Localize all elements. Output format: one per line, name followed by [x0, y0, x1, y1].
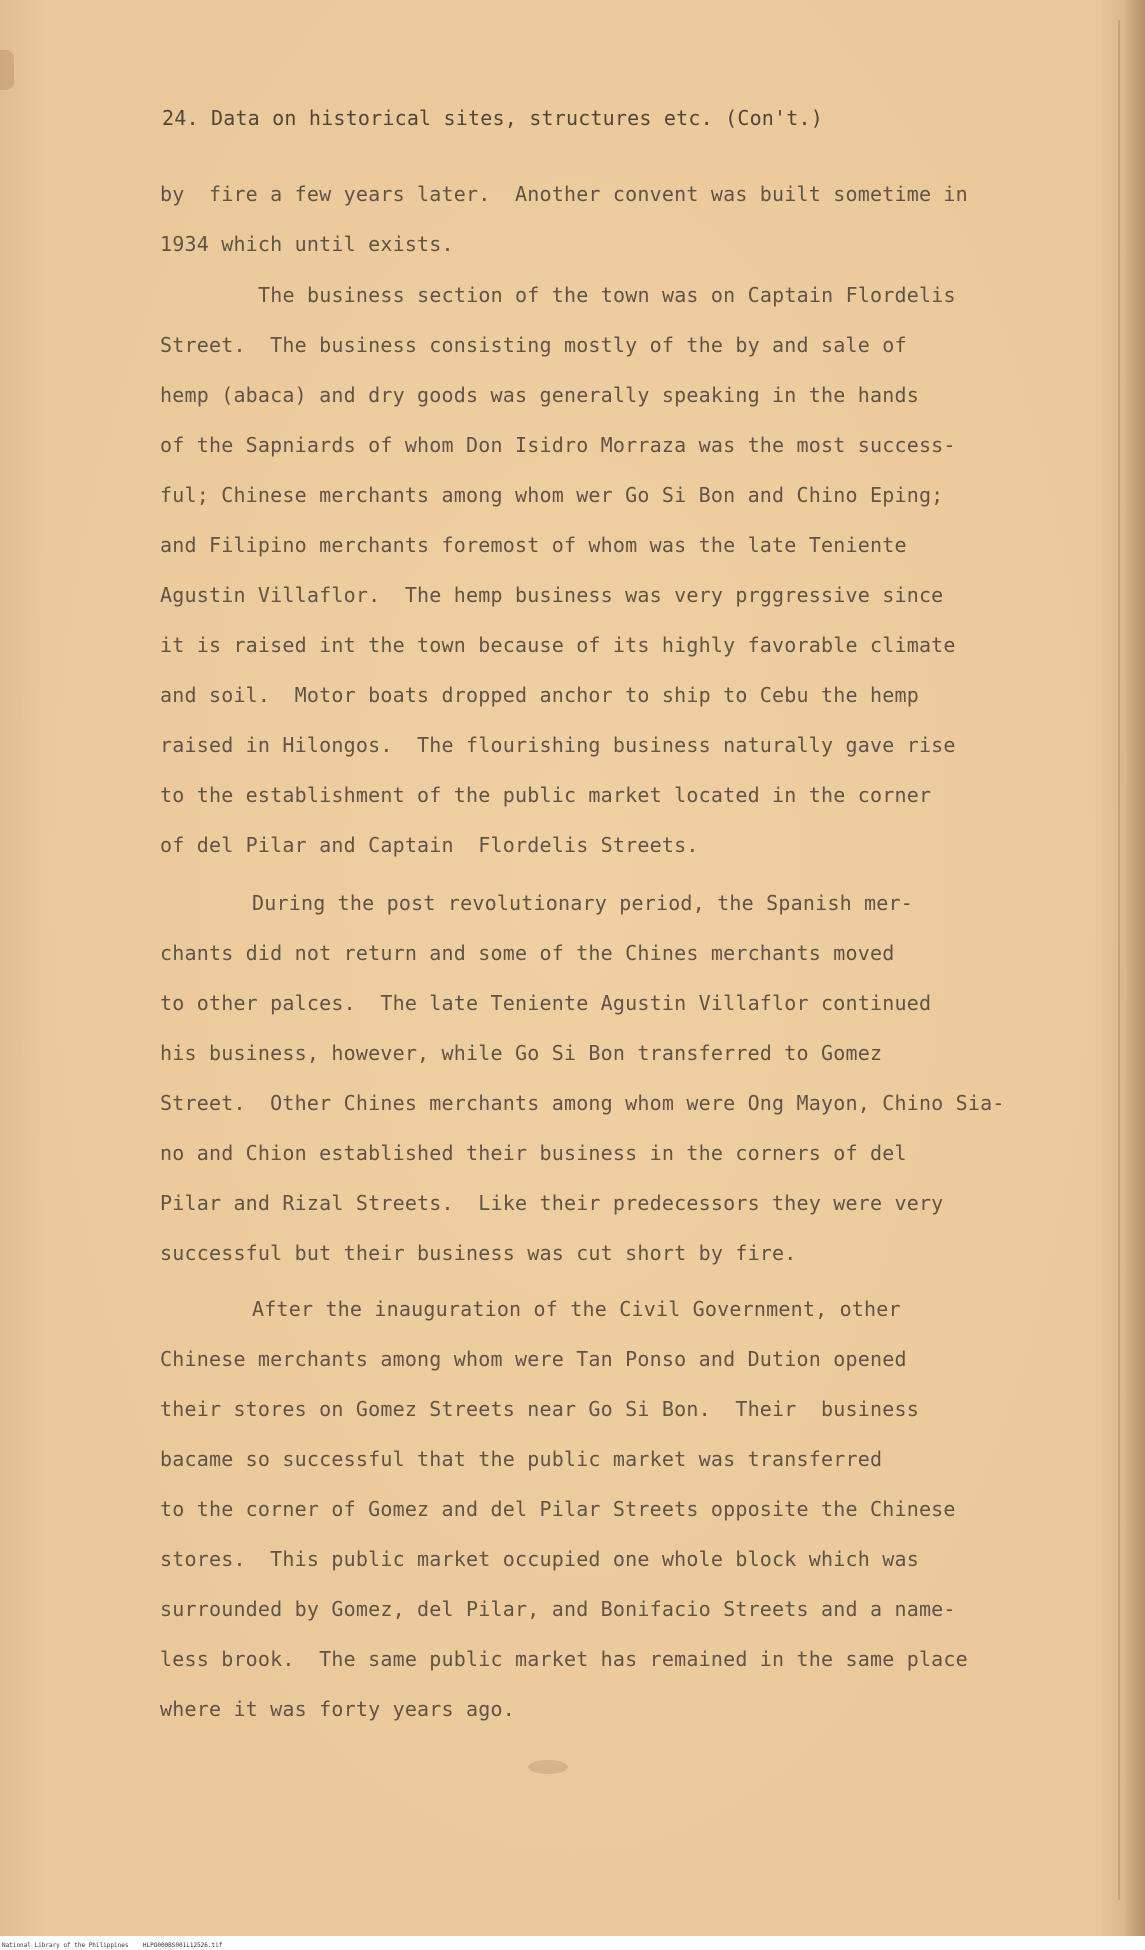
text-line: Chinese merchants among whom were Tan Ponso and Dution opened	[160, 1347, 907, 1371]
text-line: of the Sapniards of whom Don Isidro Morraza was the most success-	[160, 433, 956, 457]
text-line: Street. Other Chines merchants among whom were Ong Mayon, Chino Sia-	[160, 1091, 1005, 1115]
text-line: to the establishment of the public market located in the corner	[160, 783, 932, 807]
text-line: hemp (abaca) and dry goods was generally speaking in the hands	[160, 383, 919, 407]
text-line: to other palces. The late Teniente Agustin Villaflor continued	[160, 991, 932, 1015]
text-line: and Filipino merchants foremost of whom was the late Teniente	[160, 533, 907, 557]
section-heading: 24. Data on historical sites, structures etc. (Con't.)	[162, 106, 824, 130]
text-line: to the corner of Gomez and del Pilar Streets opposite the Chinese	[160, 1497, 956, 1521]
text-line: less brook. The same public market has remained in the same place	[160, 1647, 968, 1671]
paragraph-first-line: After the inauguration of the Civil Government, other	[252, 1297, 901, 1321]
text-line: and soil. Motor boats dropped anchor to ship to Cebu the hemp	[160, 683, 919, 707]
text-line: where it was forty years ago.	[160, 1697, 515, 1721]
text-line: no and Chion established their business in the corners of del	[160, 1141, 907, 1165]
text-line: 1934 which until exists.	[160, 232, 454, 256]
text-line: by fire a few years later. Another convent was built sometime in	[160, 182, 968, 206]
text-line: Street. The business consisting mostly of the by and sale of	[160, 333, 907, 357]
text-line: successful but their business was cut short by fire.	[160, 1241, 797, 1265]
archive-footer	[0, 1936, 1145, 1950]
paragraph-first-line: The business section of the town was on Captain Flordelis	[258, 283, 956, 307]
ink-smudge	[528, 1760, 568, 1774]
text-line: chants did not return and some of the Chines merchants moved	[160, 941, 895, 965]
text-line: it is raised int the town because of its highly favorable climate	[160, 633, 956, 657]
text-line: surrounded by Gomez, del Pilar, and Bonifacio Streets and a name-	[160, 1597, 956, 1621]
text-line: his business, however, while Go Si Bon transferred to Gomez	[160, 1041, 883, 1065]
text-line: of del Pilar and Captain Flordelis Streets.	[160, 833, 699, 857]
text-line: their stores on Gomez Streets near Go Si Bon. Their business	[160, 1397, 919, 1421]
text-line: stores. This public market occupied one whole block which was	[160, 1547, 919, 1571]
paragraph-first-line: During the post revolutionary period, the Spanish mer-	[252, 891, 914, 915]
text-line: Agustin Villaflor. The hemp business was very prggressive since	[160, 583, 944, 607]
text-line: ful; Chinese merchants among whom wer Go Si Bon and Chino Eping;	[160, 483, 944, 507]
text-line: Pilar and Rizal Streets. Like their predecessors they were very	[160, 1191, 944, 1215]
text-line: bacame so successful that the public market was transferred	[160, 1447, 883, 1471]
text-line: raised in Hilongos. The flourishing business naturally gave rise	[160, 733, 956, 757]
archive-label: National Library of the Philippines HLPO000BS001L12526.tif	[2, 1942, 223, 1949]
